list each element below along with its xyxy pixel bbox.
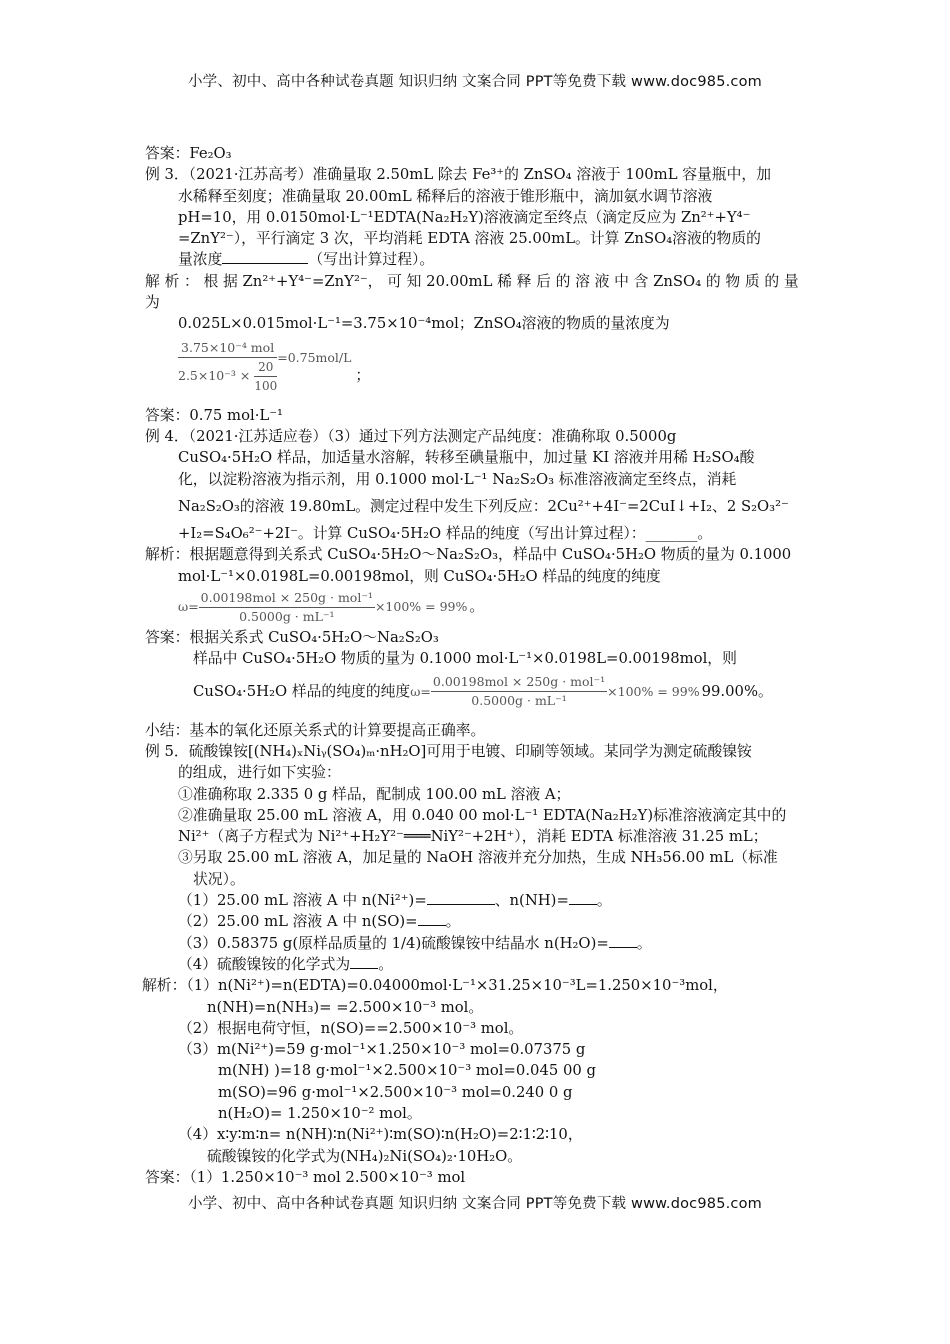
ex4-line-5: +I₂=S₄O₆²⁻+2I⁻。计算 CuSO₄·5H₂O 样品的纯度（写出计算过程）：_______。	[178, 525, 713, 543]
ex5-question-2: （2）25.00 mL 溶液 A 中 n(SO)= 。	[178, 913, 461, 931]
ex5-solution-9: 硫酸镍铵的化学式为(NH₄)₂Ni(SO₄)₂·10H₂O。	[207, 1147, 523, 1165]
ex5-line-1: 例 5．硫酸镍铵[(NH₄)ₓNiᵧ(SO₄)ₘ·nH₂O]可用于电镀、印刷等领域。某同学为测定硫酸镍铵	[145, 742, 752, 760]
ex4-line-2: CuSO₄·5H₂O 样品，加适量水溶解，转移至碘量瓶中，加过量 KI 溶液并用稀 H₂SO₄酸	[178, 449, 755, 467]
ex4-line-3: 化，以淀粉溶液为指示剂，用 0.1000 mol·L⁻¹ Na₂S₂O₃ 标准溶液滴定至终点，消耗	[178, 470, 737, 488]
ex5-solution-2: n(NH)=n(NH₃)= =2.500×10⁻³ mol。	[207, 998, 484, 1016]
ex5-line-2: 的组成，进行如下实验：	[178, 764, 341, 782]
ex3-solution-2: 0.025L×0.015mol·L⁻¹=3.75×10⁻⁴mol；ZnSO₄溶液的物质的量浓度为	[178, 315, 670, 333]
ex4-answer-2: 样品中 CuSO₄·5H₂O 物质的量为 0.1000 mol·L⁻¹×0.0198L=0.00198mol，则	[193, 650, 737, 668]
ex5-solution-3: （2）根据电荷守恒，n(SO)==2.500×10⁻³ mol。	[178, 1019, 524, 1037]
ex5-solution-8: （4）x∶y∶m∶n= n(NH)∶n(Ni²⁺)∶m(SO)∶n(H₂O)=2∶1∶2∶10，	[178, 1126, 583, 1144]
previous-answer: 答案：Fe₂O₃	[145, 145, 232, 162]
ex4-formula: ω= $\frac{\text{0.00198mol × 250g · mol⁻¹}}{\text{0.5000g · mL⁻¹}}$ ×100% = 99% 。	[178, 589, 485, 624]
ex5-solution-5: m(NH) )=18 g·mol⁻¹×2.500×10⁻³ mol=0.045 00 g	[218, 1062, 596, 1080]
ex5-line-6: ③另取 25.00 mL 溶液 A，加足量的 NaOH 溶液并充分加热，生成 NH₃56.00 mL（标准	[178, 849, 778, 867]
ex5-question-1: （1）25.00 mL 溶液 A 中 n(Ni²⁺)= 、n(NH)= 。	[178, 892, 612, 910]
ex3-formula-semicolon: ；	[355, 367, 371, 385]
ex5-solution-7: n(H₂O)= 1.250×10⁻² mol。	[218, 1104, 422, 1122]
ex5-answer: 答案：（1）1.250×10⁻³ mol 2.500×10⁻³ mol	[145, 1168, 466, 1186]
ex4-line-1: 例 4．（2021·江苏适应卷）（3）通过下列方法测定产品纯度：准确称取 0.5000g	[145, 427, 677, 445]
ex5-line-5: Ni²⁺（离子方程式为 Ni²⁺+H₂Y²⁻═══NiY²⁻+2H⁺），消耗 EDTA 标准溶液 31.25 mL；	[178, 828, 768, 846]
ex4-answer-3: CuSO₄·5H₂O 样品的纯度的纯度 ω= $\frac{\text{0.00198mol × 250g · mol⁻¹}}{\text{0.5000g · mL⁻¹}}$ ×100% = 99% 99.00%。	[193, 674, 773, 709]
ex5-solution-1: 解析：（1）n(Ni²⁺)=n(EDTA)=0.04000mol·L⁻¹×31.25×10⁻³L=1.250×10⁻³mol，	[142, 977, 728, 995]
ex3-line-3: pH=10，用 0.0150mol·L⁻¹EDTA(Na₂H₂Y)溶液滴定至终点（滴定反应为 Zn²⁺+Y⁴⁻	[178, 208, 751, 226]
ex3-line-1: 例 3．（2021·江苏高考）准确量取 2.50mL 除去 Fe³⁺的 ZnSO₄ 溶液于 100mL 容量瓶中，加	[145, 166, 771, 184]
ex4-solution-1: 解析：根据题意得到关系式 CuSO₄·5H₂O～Na₂S₂O₃，样品中 CuSO₄·5H₂O 物质的量为 0.1000	[145, 546, 792, 564]
ex3-answer: 答案：0.75 mol·L⁻¹	[145, 406, 283, 424]
ex5-line-7: 状况）。	[193, 870, 245, 888]
ex3-line-2: 水稀释至刻度；准确量取 20.00mL 稀释后的溶液于锥形瓶中，滴加氨水调节溶液	[178, 187, 713, 205]
ex4-answer-1: 答案：根据关系式 CuSO₄·5H₂O～Na₂S₂O₃	[145, 629, 439, 647]
summary: 小结：基本的氧化还原关系式的计算要提高正确率。	[145, 721, 486, 739]
ex3-fraction: 3.75×10⁻⁴ mol 2.5×10⁻³ × $\frac{20}{100}$	[178, 339, 278, 393]
ex5-line-4: ②准确量取 25.00 mL 溶液 A，用 0.040 00 mol·L⁻¹ EDTA(Na₂H₂Y)标准溶液滴定其中的	[178, 806, 787, 824]
page-header: 小学、初中、高中各种试卷真题 知识归纳 文案合同 PPT等免费下载 www.doc985.com	[187, 74, 763, 90]
ex5-solution-6: m(SO)=96 g·mol⁻¹×2.500×10⁻³ mol=0.240 0 g	[218, 1083, 573, 1101]
document-body	[142, 143, 810, 1188]
page-footer: 小学、初中、高中各种试卷真题 知识归纳 文案合同 PPT等免费下载 www.doc985.com	[187, 1196, 763, 1212]
ex3-line-4: =ZnY²⁻），平行滴定 3 次，平均消耗 EDTA 溶液 25.00mL。计算 ZnSO₄溶液的物质的	[178, 230, 761, 248]
ex5-solution-4: （3）m(Ni²⁺)=59 g·mol⁻¹×1.250×10⁻³ mol=0.07375 g	[178, 1041, 586, 1059]
ex5-line-3: ①准确称取 2.335 0 g 样品，配制成 100.00 mL 溶液 A；	[178, 785, 571, 803]
ex4-solution-2: mol·L⁻¹×0.0198L=0.00198mol，则 CuSO₄·5H₂O 样品的纯度的纯度	[178, 567, 661, 585]
ex5-question-3: （3）0.58375 g(原样品质量的 1/4)硫酸镍铵中结晶水 n(H₂O)= 。	[178, 934, 652, 952]
ex3-formula	[145, 335, 810, 399]
ex3-line-5: 量浓度 （写出计算过程）。	[178, 251, 435, 269]
ex5-question-4: （4）硫酸镍铵的化学式为 。	[178, 955, 393, 973]
ex3-solution-1: 解 析 ： 根 据 Zn²⁺+Y⁴⁻=ZnY²⁻， 可 知 20.00mL 稀 释 后 的 溶 液 中 含 ZnSO₄ 的 物 质 的 量 为	[145, 272, 799, 312]
ex4-line-4: Na₂S₂O₃的溶液 19.80mL。测定过程中发生下列反应：2Cu²⁺+4I⁻=2CuI↓+I₂、2 S₂O₃²⁻	[178, 497, 789, 515]
ex3-formula-result: =0.75mol/L	[277, 350, 352, 366]
